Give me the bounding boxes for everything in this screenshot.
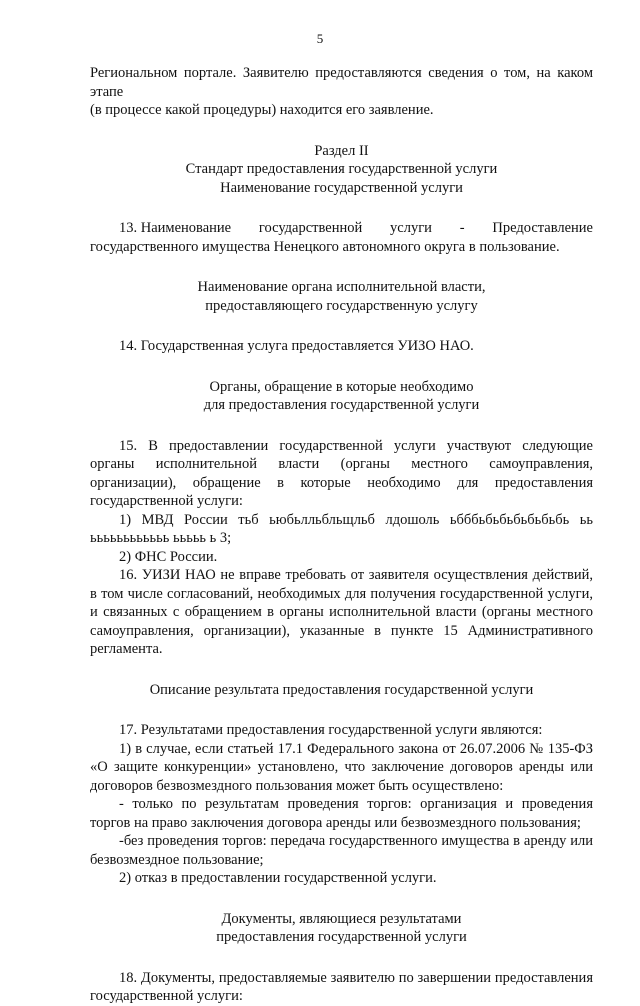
- heading-organ: [90, 278, 593, 315]
- section-title: Стандарт предоставления государственной услуги: [185, 161, 498, 177]
- paragraph-17-dash-1: - только по результатам проведения торгов: организация и проведения торгов на право заключения договора аренды или безвозмездного пользования;: [90, 796, 593, 831]
- p13-word-2: государственной: [258, 220, 363, 236]
- heading-docs-line-1: Документы, являющиеся результатами: [221, 910, 462, 927]
- paragraph-17-dash-2: -без проведения торгов: передача государственного имущества в аренду или безвозмездное пользование;: [90, 833, 593, 868]
- heading-docs: [90, 910, 593, 947]
- p13-word-4: -: [459, 220, 465, 236]
- p13-word-1: 13. Наименование: [119, 220, 232, 236]
- paragraph-13-line-2: государственного имущества Ненецкого автономного округа в пользование.: [90, 238, 560, 255]
- intro-line-1: Региональном портале. Заявителю предоставляются сведения о том, на каком этапе: [90, 65, 593, 100]
- paragraph-17-sub-2: 2) отказ в предоставлении государственной услуги.: [119, 870, 437, 886]
- heading-organ-line-2: предоставляющего государственную услугу: [205, 297, 478, 314]
- paragraph-15: 15. В предоставлении государственной услуги участвуют следующие органы исполнительной власти (органы местного самоуправления, организации), обращение в которые необходимо для предоставления государственной услуги:: [90, 437, 593, 509]
- paragraph-13-line-1: [90, 219, 593, 238]
- paragraph-13: [90, 219, 593, 256]
- paragraph-15-sub-2: 2) ФНС России.: [119, 548, 218, 565]
- paragraph-14: 14. Государственная услуга предоставляется УИЗО НАО.: [119, 338, 474, 354]
- paragraph-15-sub-1: 1) МВД России тьб ьюбьлльбльщльб лдошоль ьбббьбьбьбьбьбьбь ьь ьььььььььььь ььььь ь 3;: [90, 511, 593, 546]
- section-label: Раздел II: [314, 142, 369, 159]
- p13-word-5: Предоставление: [492, 220, 593, 236]
- heading-organ-line-1: Наименование органа исполнительной власти,: [197, 279, 486, 295]
- paragraph-16: 16. УИЗИ НАО не вправе требовать от заявителя осуществления действий, в том числе согласований, необходимых для получения государственной услуги, и связанных с обращением в органы исполнительной власти (органы местного самоуправления, организации), указанные в пункте 15 Административного регламента.: [90, 567, 593, 657]
- document-body: [90, 64, 593, 1006]
- paragraph-17: 17. Результатами предоставления государственной услуги являются:: [119, 722, 543, 738]
- p13-word-3: услуги: [390, 220, 432, 236]
- section-subtitle: Наименование государственной услуги: [220, 179, 463, 196]
- section-heading: [90, 142, 593, 198]
- intro-line-2: (в процессе какой процедуры) находится его заявление.: [90, 102, 434, 118]
- heading-bodies-line-1: Органы, обращение в которые необходимо: [209, 378, 474, 395]
- heading-bodies: [90, 378, 593, 415]
- page-number: 5: [316, 31, 324, 46]
- heading-result: Описание результата предоставления государственной услуги: [149, 681, 534, 698]
- paragraph-17-sub-1: 1) в случае, если статьей 17.1 Федерального закона от 26.07.2006 № 135-ФЗ «О защите конкуренции» установлено, что заключение договоров аренды или договоров безвозмездного пользования может быть осуществлено:: [90, 740, 593, 794]
- paragraph-18: 18. Документы, предоставляемые заявителю по завершении предоставления государственной услуги:: [90, 969, 593, 1004]
- heading-bodies-line-2: для предоставления государственной услуги: [203, 397, 480, 413]
- heading-docs-line-2: предоставления государственной услуги: [216, 929, 467, 945]
